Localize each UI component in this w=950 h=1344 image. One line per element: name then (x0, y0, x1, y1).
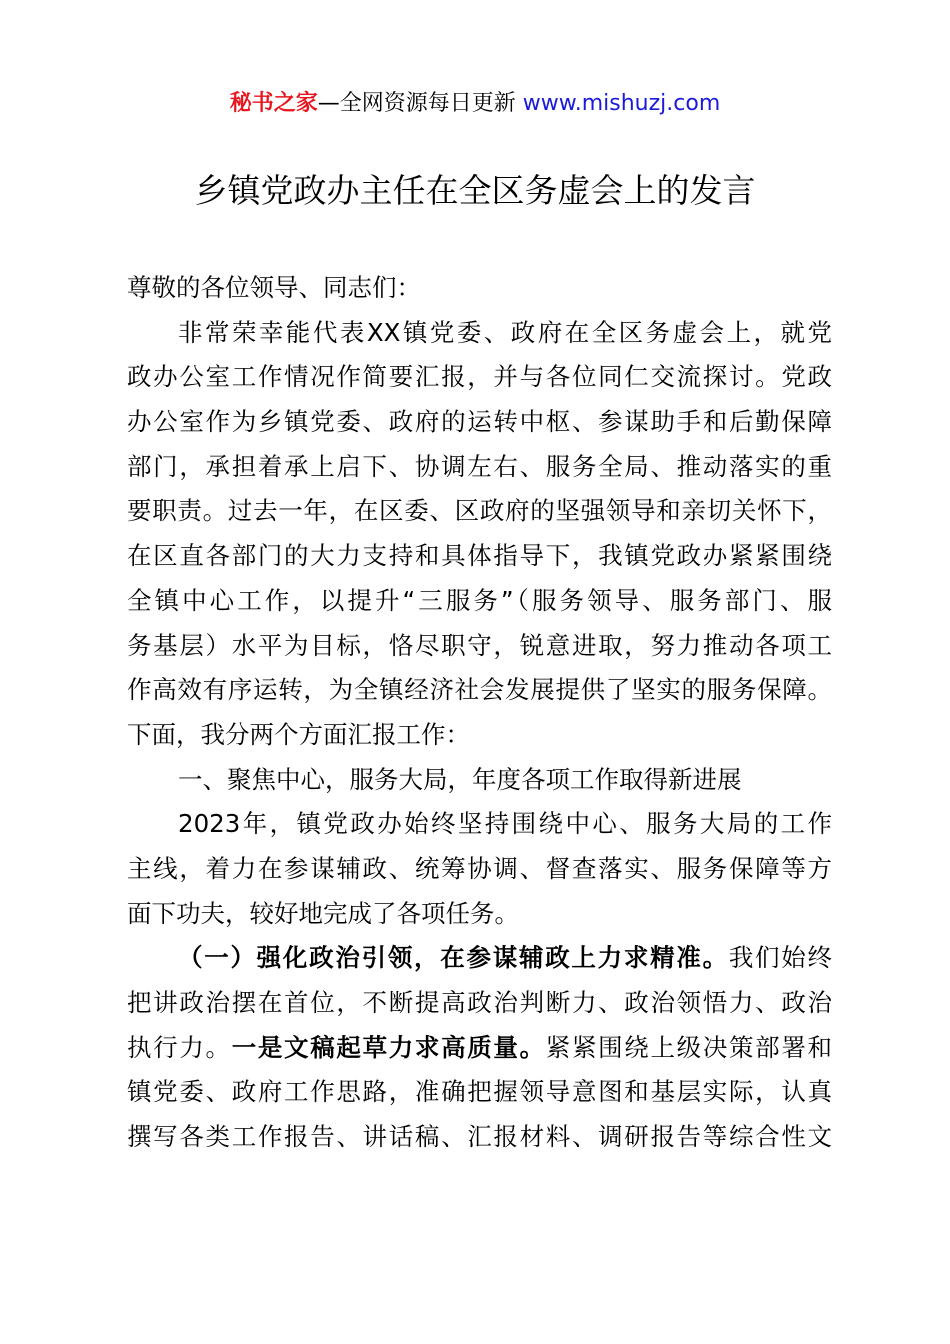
text-line (127, 758, 857, 803)
text-line (127, 534, 832, 579)
text-line (127, 847, 832, 892)
brand-name: 秘书之家 (229, 91, 318, 116)
text-line (127, 1115, 832, 1160)
paragraph-text: 面下功夫，较好地完成了各项任务。 (127, 898, 519, 928)
site-url-link[interactable]: www.mishuzj.com (522, 91, 721, 116)
bold-heading-text: 一是文稿起草力求高质量。 (231, 1032, 546, 1062)
paragraph-text: 尊敬的各位领导、同志们： (127, 273, 421, 302)
document-body (127, 266, 857, 1160)
paragraph-text: 撰写各类工作报告、讲话稿、汇报材料、调研报告等综合性文 (127, 1122, 832, 1152)
paragraph-text: 政办公室工作情况作简要汇报，并与各位同仁交流探讨。党政 (127, 362, 832, 392)
paragraph-text: 我们始终 (728, 943, 832, 973)
text-line (127, 579, 832, 624)
site-banner (0, 88, 950, 120)
paragraph-text: 一、聚焦中心，服务大局，年度各项工作取得新进展 (178, 764, 742, 794)
paragraph-text: 全镇中心工作，以提升“三服务”（服务领导、服务部门、服 (127, 585, 832, 615)
paragraph-text: 在区直各部门的大力支持和具体指导下，我镇党政办紧紧围绕 (127, 541, 832, 571)
text-line (127, 713, 857, 758)
text-line (127, 400, 832, 445)
text-line (127, 266, 857, 311)
text-line (127, 936, 832, 981)
text-line (127, 1026, 832, 1071)
paragraph-text: 镇党委、政府工作思路，准确把握领导意图和基层实际，认真 (127, 1077, 832, 1107)
paragraph-text: 要职责。过去一年，在区委、区政府的坚强领导和亲切关怀下， (127, 496, 832, 526)
banner-slogan: —全网资源每日更新 (317, 91, 523, 116)
text-line (127, 668, 832, 713)
paragraph-text: 2023年，镇党政办始终坚持围绕中心、服务大局的工作 (178, 809, 832, 839)
bold-heading-text: （一）强化政治引领，在参谋辅政上力求精准。 (178, 943, 729, 973)
paragraph-text: 办公室作为乡镇党委、政府的运转中枢、参谋助手和后勤保障 (127, 407, 832, 437)
text-line (127, 1070, 832, 1115)
paragraph-text: 紧紧围绕上级决策部署和 (545, 1032, 833, 1062)
text-line (127, 624, 832, 669)
paragraph-text: 作高效有序运转，为全镇经济社会发展提供了坚实的服务保障。 (127, 675, 832, 705)
text-line (127, 445, 832, 490)
paragraph-text: 主线，着力在参谋辅政、统筹协调、督查落实、服务保障等方 (127, 853, 832, 883)
paragraph-text: 部门，承担着承上启下、协调左右、服务全局、推动落实的重 (127, 451, 832, 481)
paragraph-text: 把讲政治摆在首位，不断提高政治判断力、政治领悟力、政治 (127, 988, 832, 1017)
text-line (127, 892, 857, 937)
paragraph-text: 执行力。 (127, 1032, 232, 1062)
paragraph-text: 下面，我分两个方面汇报工作： (127, 719, 470, 749)
text-line (127, 489, 832, 534)
text-line (127, 355, 832, 400)
text-line (127, 802, 832, 847)
paragraph-text: 非常荣幸能代表XX镇党委、政府在全区务虚会上，就党 (178, 317, 832, 347)
paragraph-text: 务基层）水平为目标，恪尽职守，锐意进取，努力推动各项工 (127, 630, 832, 660)
document-title: 乡镇党政办主任在全区务虚会上的发言 (194, 171, 756, 210)
text-line (127, 981, 832, 1026)
text-line (127, 311, 832, 356)
